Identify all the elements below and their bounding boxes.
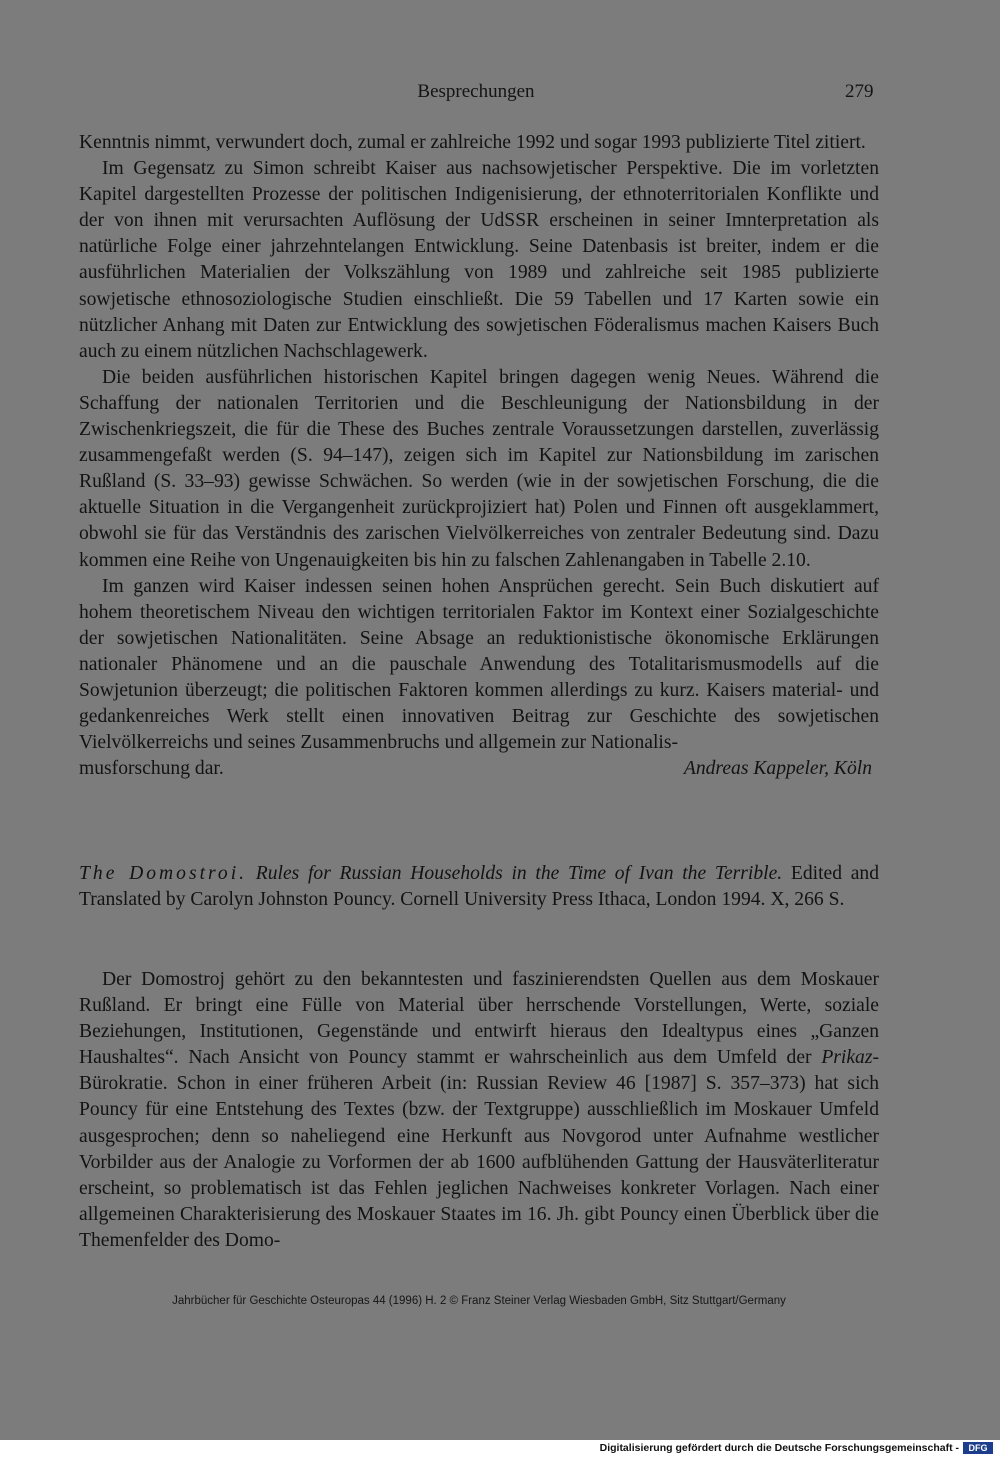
closing-text: musforschung dar.	[79, 758, 224, 780]
book-title-main: The Domostroi.	[79, 863, 248, 884]
digitization-credit-bar	[0, 1440, 1000, 1457]
journal-footer: Jahrbücher für Geschichte Osteuropas 44 (1996) H. 2 © Franz Steiner Verlag Wiesbaden GmbH, Sitz Stuttgart/Germany	[172, 1295, 786, 1307]
book-details: Edited and Translated by Carolyn Johnston Pouncy. Cornell University Press Ithaca, London 1994. X, 266 S.	[79, 863, 879, 911]
book-title-subtitle: Rules for Russian Households in the Time of Ivan the Terrible.	[255, 863, 783, 884]
review-author: Andreas Kappeler, Köln	[683, 758, 872, 780]
paragraph-3: Die beiden ausführlichen historischen Kapitel bringen dagegen wenig Neues. Während die Schaffung der nationalen Territorien und die Beschleunigung der Nationsbildung in der Zwischenkriegszeit, die für die These des Buches zentrale Voraussetzungen darstellen, zuverlässig zusammengefaßt werden (S. 94–147), zeigen sich im Kapitel zur Nationsbildung im zarischen Rußland (S. 33–93) gewisse Schwächen. So werden (wie in der sowjetischen Forschung, die die aktuelle Situation in die Vergangenheit zurückprojiziert hat) Polen und Finnen oft ausgeklammert, obwohl sie für das Verständnis des zarischen Vielvölkerreiches von zentraler Bedeutung sind. Dazu kommen eine Reihe von Ungenauigkeiten bis hin zu falschen Zahlenangaben in Tabelle 2.10.	[79, 366, 879, 571]
text-segment-2: -Bürokratie. Schon in einer früheren Arbeit (in: Russian Review 46 [1987] S. 357–373) hat sich Pouncy für eine Entstehung des Textes (bzw. der Textgruppe) ausschließlich im Moskauer Umfeld ausgesprochen; denn so naheliegend eine Herkunft aus Novgorod unter Aufnahme westlicher Vorbilder aus der Analogie zu Vorformen der ab 1600 aufblühenden Gattung der Hausväterliteratur erscheint, so problematisch ist das Fehlen jeglichen Nachweises konkreter Vorlagen. Nach einer allgemeinen Charakterisierung des Moskauer Staates im 16. Jh. gibt Pouncy einen Überblick über die Themenfelder des Domo-	[79, 1047, 879, 1251]
bibliographic-entry	[79, 861, 879, 913]
text-segment-1: Der Domostroj gehört zu den bekanntesten und faszinierendsten Quellen aus dem Moskauer Rußland. Er bringt eine Fülle von Material über herrschende Vorstellungen, Werte, soziale Beziehungen, Institutionen, Gegenstände und entwirft hieraus den Idealtypus eines „Ganzen Haushaltes“. Nach Ansicht von Pouncy stammt er wahrscheinlich aus dem Umfeld der	[79, 969, 879, 1069]
page-number: 279	[845, 81, 874, 102]
review-closing-line	[79, 756, 879, 782]
digitization-credit: Digitalisierung gefördert durch die Deutsche Forschungsgemeinschaft -	[599, 1442, 959, 1454]
paragraph-2: Im Gegensatz zu Simon schreibt Kaiser aus nachsowjetischer Perspektive. Die im vorletzten Kapitel dargestellten Prozesse der politischen Indigenisierung, der ethnoterritorialen Konflikte und der von ihnen mit verursachten Auflösung der UdSSR erscheinen in seiner Imnterpretation als natürliche Folge einer jahrzehntelangen Entwicklung. Seine Datenbasis ist breiter, indem er die ausführlichen Materialien der Volkszählung von 1989 und zahlreiche seit 1985 publizierte sowjetische ethnosoziologische Studien einschließt. Die 59 Tabellen und 17 Karten sowie ein nützlicher Anhang mit Daten zur Entwicklung des sowjetischen Föderalismus machen Kaisers Buch auch zu einem nützlichen Nachschlagewerk.	[79, 158, 879, 362]
dfg-logo: DFG	[963, 1442, 993, 1454]
first-review-body	[79, 130, 879, 782]
paragraph-continuation: Kenntnis nimmt, verwundert doch, zumal er zahlreiche 1992 und sogar 1993 publizierte Titel zitiert.	[79, 132, 866, 153]
paragraph-4: Im ganzen wird Kaiser indessen seinen hohen Ansprüchen gerecht. Sein Buch diskutiert auf hohem theoretischem Niveau den wichtigen territorialen Faktor im Kontext einer Sozialgeschichte der sowjetischen Nationalitäten. Seine Absage an reduktionistische ökonomische Erklärungen nationaler Phänomene und an die pauschale Anwendung des Totalitarismusmodells auf die Sowjetunion überzeugt; die politischen Faktoren kommen allerdings zu kurz. Kaisers material- und gedankenreiches Werk stellt einen innovativen Beitrag zur Geschichte des sowjetischen Vielvölkerreichs und seines Zusammenbruchs und allgemein zur Nationalis-	[79, 575, 879, 754]
second-review-paragraph	[79, 967, 879, 1254]
running-header: Besprechungen	[417, 81, 535, 102]
italic-term: Prikaz	[821, 1047, 873, 1069]
second-review-body	[79, 967, 879, 1254]
